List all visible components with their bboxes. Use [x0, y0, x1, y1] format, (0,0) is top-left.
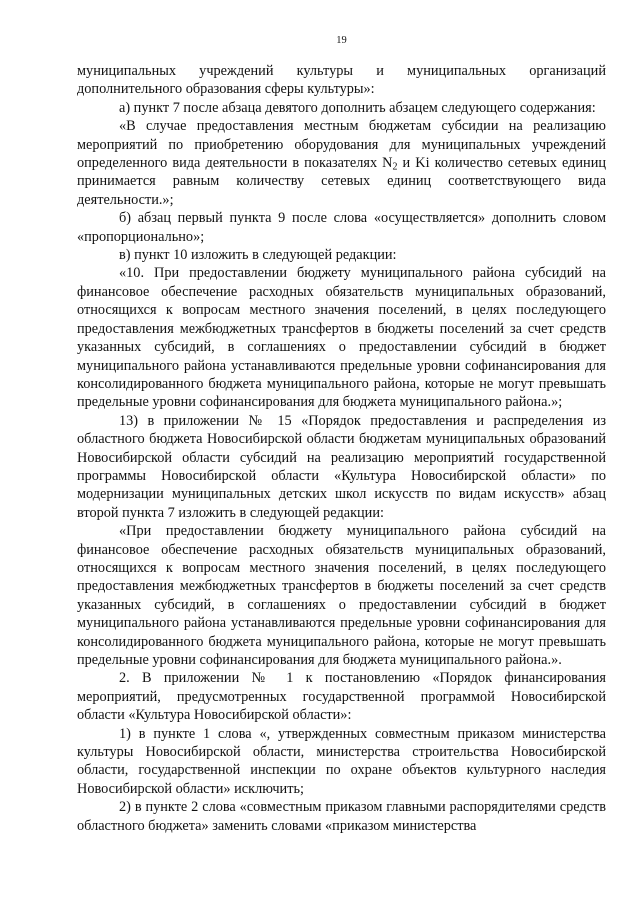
paragraph-quote-network-units: «В случае предоставления местным бюджетам субсидии на реализацию мероприятий по приобретению оборудования для муниципальных учреждений определенного вида деятельности в показателях $N_2$ и Ki количество сетевых единиц принимается равным количеству сетевых единиц соответствующего вида деятельности.»;	[77, 118, 606, 208]
page-number: 19	[336, 35, 347, 46]
paragraph-quote-point-7: «При предоставлении бюджету муниципального района субсидий на финансовое обеспечение расходных обязательств муниципальных образований, относящихся к вопросам местного значения поселений, в целях последующего предоставления межбюджетных трансфертов в бюджеты поселений за счет средств указанных субсидий, в соглашениях о предоставлении субсидий в бюджет муниципального района устанавливаются предельные уровни софинансирования для консолидированного бюджета муниципального района, которые не могут превышать предельные уровни софинансирования для бюджета муниципального района.».	[77, 523, 606, 668]
paragraph-item-a: а) пункт 7 после абзаца девятого дополнить абзацем следующего содержания:	[119, 99, 596, 116]
subscript-index: 2	[392, 161, 398, 173]
paragraph-item-v: в) пункт 10 изложить в следующей редакции:	[119, 247, 397, 264]
paragraph-quote-point-10: «10. При предоставлении бюджету муниципального района субсидий на финансовое обеспечение расходных обязательств муниципальных образований, относящихся к вопросам местного значения поселений, в целях последующего предоставления межбюджетных трансфертов в бюджеты поселений за счет средств указанных субсидий, в соглашениях о предоставлении субсидий в бюджет муниципального района устанавливаются предельные уровни софинансирования для консолидированного бюджета муниципального района, которые не могут превышать предельные уровни софинансирования для бюджета муниципального района.»;	[77, 265, 606, 411]
paragraph-section-2-item-1: 1) в пункте 1 слова «, утвержденных совместным приказом министерства культуры Новосибирской области, министерства строительства Новосибирской области, государственной инспекции по охране объектов культурного наследия Новосибирской области» исключить;	[77, 725, 606, 797]
document-body	[77, 62, 606, 835]
paragraph-item-13: 13) в приложении № 15 «Порядок предоставления и распределения из областного бюджета Новосибирской области бюджетам муниципальных образований Новосибирской области субсидий на реализацию мероприятий государственной программы Новосибирской области «Культура Новосибирской области» по модернизации муниципальных детских школ искусств по видам искусств» абзац второй пункта 7 изложить в следующей редакции:	[77, 412, 606, 521]
paragraph-section-2-item-2: 2) в пункте 2 слова «совместным приказом главными распорядителями средств областного бюджета» заменить словами «приказом министерства	[77, 799, 606, 834]
paragraph-section-2: 2. В приложении № 1 к постановлению «Порядок финансирования мероприятий, предусмотренных государственной программой Новосибирской области «Культура Новосибирской области»:	[77, 670, 606, 724]
paragraph-continuation: муниципальных учреждений культуры и муниципальных организаций дополнительного образования сферы культуры»:	[77, 63, 606, 98]
paragraph-item-b: б) абзац первый пункта 9 после слова «осуществляется» дополнить словом «пропорционально»;	[77, 210, 606, 245]
